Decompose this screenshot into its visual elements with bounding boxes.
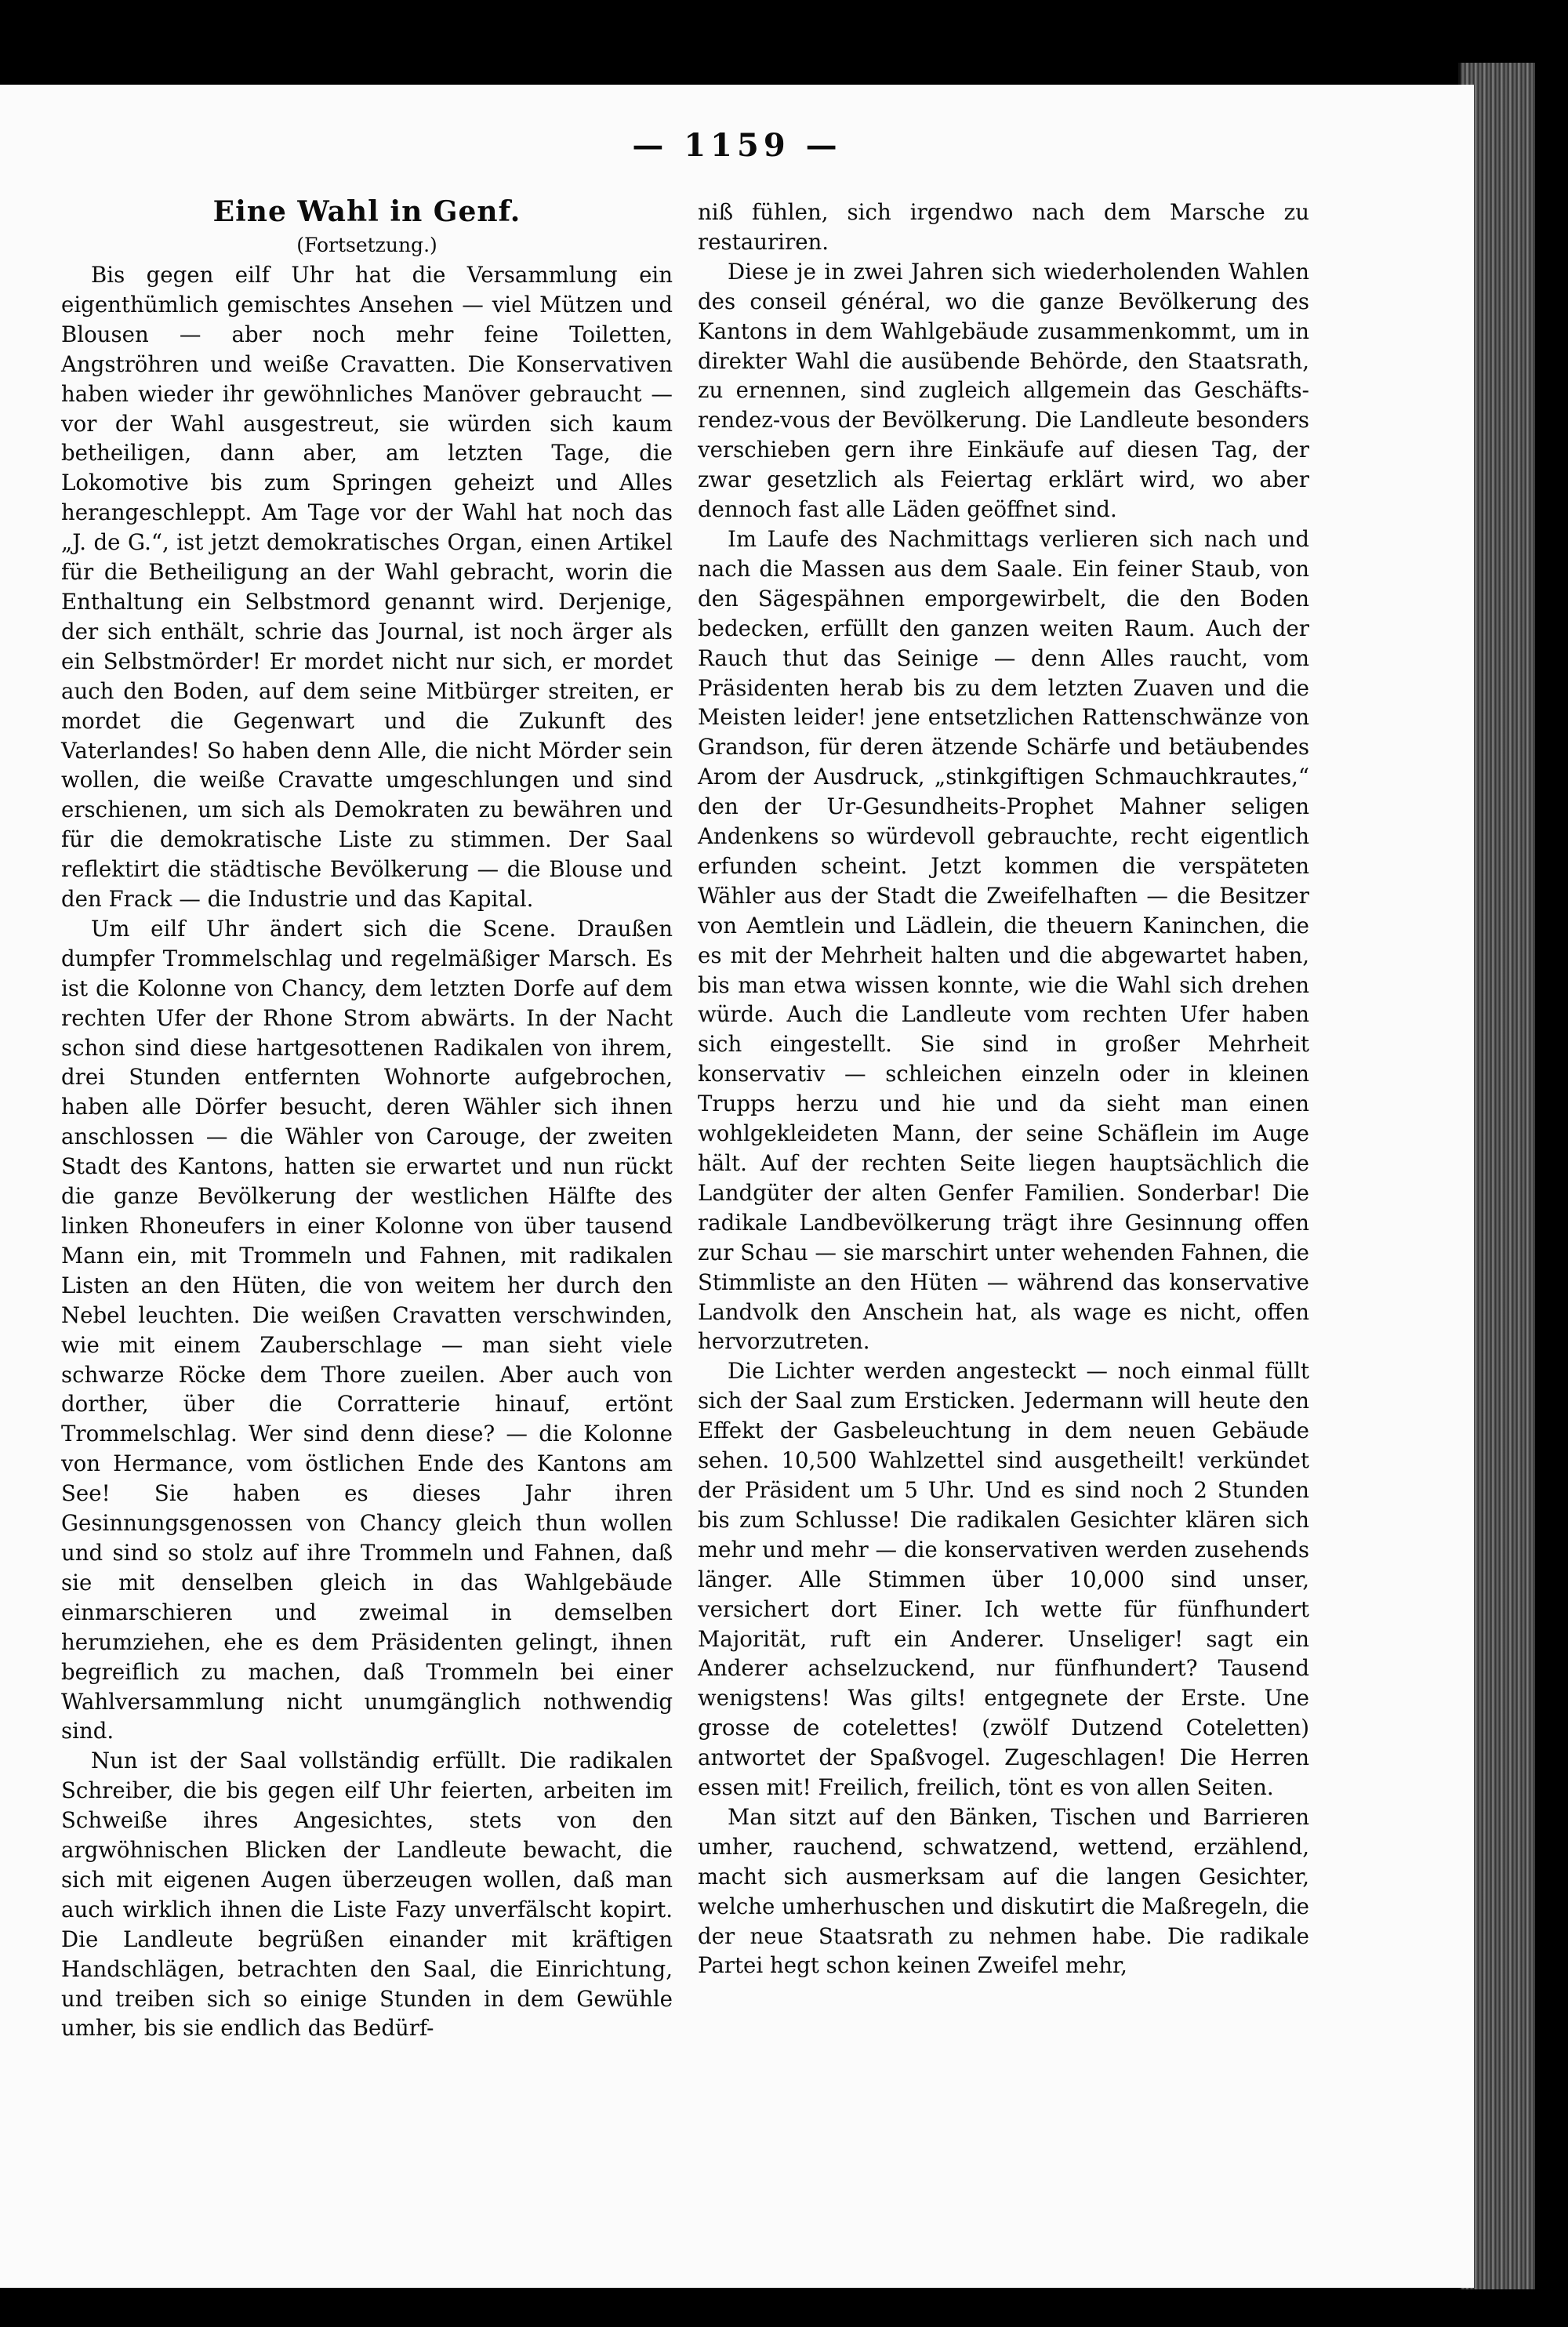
paragraph: Nun ist der Saal vollständig erfüllt. Die radikalen Schreiber, die bis gegen eilf Uhr feierten, arbeiten im Schweiße ihres Angesichtes, stets von den argwöhnischen Blicken der Landleute bewacht, die sich mit eigenen Augen überzeugen wollen, daß man auch wirklich ihnen die Liste Fazy unverfälscht kopirt. Die Landleute begrüßen einander mit kräftigen Handschlägen, betrachten den Saal, die Einrichtung, und treiben sich so einige Stunden in dem Gewühle umher, bis sie endlich das Bedürf-: [61, 1748, 673, 2042]
paragraph: Bis gegen eilf Uhr hat die Versammlung ein eigenthümlich gemischtes Ansehen — viel Mützen und Blousen — aber noch mehr feine Toiletten, Angströhren und weiße Cravatten. Die Konservativen haben wieder ihr gewöhnliches Manöver gebraucht — vor der Wahl ausgestreut, sie würden sich kaum betheiligen, dann aber, am letzten Tage, die Lokomotive bis zum Springen geheizt und Alles herangeschleppt. Am Tage vor der Wahl hat noch das „J. de G.“, ist jetzt demokratisches Organ, einen Artikel für die Betheiligung an der Wahl gebracht, worin die Enthaltung ein Selbstmord genannt wird. Derjenige, der sich enthält, schrie das Journal, ist noch ärger als ein Selbstmörder! Er mordet nicht nur sich, er mordet auch den Boden, auf dem seine Mitbürger streiten, er mordet die Gegenwart und die Zukunft des Vaterlandes! So haben denn Alle, die nicht Mörder sein wollen, die weiße Cravatte umgeschlungen und sind erschienen, um sich als Demokraten zu bewähren und für die demokratische Liste zu stimmen. Der Saal reflektirt die städtische Bevölkerung — die Blouse und den Frack — die Industrie und das Kapital.: [61, 262, 673, 913]
book-page: [0, 85, 1474, 2288]
right-column: [698, 198, 1309, 1980]
paragraph-continued: niß fühlen, sich irgendwo nach dem Marsche zu restauriren.: [698, 199, 1309, 255]
page-number: — 1159 —: [632, 127, 842, 164]
article-subtitle: (Fortsetzung.): [296, 234, 437, 256]
paragraph: Im Laufe des Nachmittags verlieren sich nach und nach die Massen aus dem Saale. Ein feiner Staub, von den Sägespähnen emporgewirbelt, die den Boden bedecken, erfüllt den ganzen weiten Raum. Auch der Rauch thut das Seinige — denn Alles raucht, vom Präsidenten herab bis zu dem letzten Zuaven und die Meisten leider! jene entsetzlichen Rattenschwänze von Grandson, für deren ätzende Schärfe und betäubendes Arom der Ausdruck, „stinkgiftigen Schmauchkrautes,“ den der Ur-Gesundheits-Prophet Mahner seligen Andenkens so würdevoll gebrauchte, recht eigentlich erfunden scheint. Jetzt kommen die verspäteten Wähler aus der Stadt die Zweifelhaften — die Besitzer von Aemtlein und Lädlein, die theuern Kaninchen, die es mit der Mehrheit halten und die abgewartet haben, bis man etwa wissen konnte, wie die Wahl sich drehen würde. Auch die Landleute vom rechten Ufer haben sich eingestellt. Sie sind in großer Mehrheit konservativ — schleichen einzeln oder in kleinen Trupps herzu und hie und da sieht man einen wohlgekleideten Mann, der seine Schäflein im Auge hält. Auf der rechten Seite liegen hauptsächlich die Landgüter der alten Genfer Familien. Sonderbar! Die radikale Landbevölkerung trägt ihre Gesinnung offen zur Schau — sie marschirt unter wehenden Fahnen, die Stimmliste an den Hüten — während das konservative Landvolk den Anschein hat, als wage es nicht, offen hervorzutreten.: [698, 525, 1309, 1355]
paragraph: Man sitzt auf den Bänken, Tischen und Barrieren umher, rauchend, schwatzend, wettend, erzählend, macht sich ausmerksam auf die langen Gesichter, welche umherhuschen und diskutirt die Maßregeln, die der neue Staatsrath zu nehmen habe. Die radikale Partei hegt schon keinen Zweifel mehr,: [698, 1803, 1309, 1979]
left-column: [61, 194, 673, 2043]
article-title: Eine Wahl in Genf.: [212, 195, 521, 228]
paragraph: Diese je in zwei Jahren sich wiederholenden Wahlen des conseil général, wo die ganze Bevölkerung des Kantons in dem Wahlgebäude zusammenkommt, um in direkter Wahl die ausübende Behörde, den Staatsrath, zu ernennen, sind zugleich allgemein das Geschäfts-rendez-vous der Bevölkerung. Die Landleute besonders verschieben gern ihre Einkäufe auf diesen Tag, der zwar gesetzlich als Feiertag erklärt wird, wo aber dennoch fast alle Läden geöffnet sind.: [698, 258, 1309, 523]
paragraph: Um eilf Uhr ändert sich die Scene. Draußen dumpfer Trommelschlag und regelmäßiger Marsch. Es ist die Kolonne von Chancy, dem letzten Dorfe auf dem rechten Ufer der Rhone Strom abwärts. In der Nacht schon sind diese hartgesottenen Radikalen von ihrem, drei Stunden entfernten Wohnorte aufgebrochen, haben alle Dörfer besucht, deren Wähler sich ihnen anschlossen — die Wähler von Carouge, der zweiten Stadt des Kantons, hatten sie erwartet und nun rückt die ganze Bevölkerung der westlichen Hälfte des linken Rhoneufers in einer Kolonne von über tausend Mann ein, mit Trommeln und Fahnen, mit radikalen Listen an den Hüten, die von weitem her durch den Nebel leuchten. Die weißen Cravatten verschwinden, wie mit einem Zauberschlage — man sieht viele schwarze Röcke dem Thore zueilen. Aber auch von dorther, über die Corratterie hinauf, ertönt Trommelschlag. Wer sind denn diese? — die Kolonne von Hermance, vom östlichen Ende des Kantons am See! Sie haben es dieses Jahr ihren Gesinnungsgenossen von Chancy gleich thun wollen und sind so stolz auf ihre Trommeln und Fahnen, daß sie mit denselben gleich in das Wahlgebäude einmarschieren und zweimal in demselben herumziehen, ehe es dem Präsidenten gelingt, ihnen begreiflich zu machen, daß Trommeln bei einer Wahlversammlung nicht unumgänglich nothwendig sind.: [61, 915, 673, 1744]
paragraph: Die Lichter werden angesteckt — noch einmal füllt sich der Saal zum Ersticken. Jedermann will heute den Effekt der Gasbeleuchtung in dem neuen Gebäude sehen. 10,500 Wahlzettel sind ausgetheilt! verkündet der Präsident um 5 Uhr. Und es sind noch 2 Stunden bis zum Schlusse! Die radikalen Gesichter klären sich mehr und mehr — die konservativen werden zusehends länger. Alle Stimmen über 10,000 sind unser, versichert dort Einer. Ich wette für fünfhundert Majorität, ruft ein Anderer. Unseliger! sagt ein Anderer achselzuckend, nur fünfhundert? Tausend wenigstens! Was gilts! entgegnete der Erste. Une grosse de cotelettes! (zwölf Dutzend Coteletten) antwortet der Spaßvogel. Zugeschlagen! Die Herren essen mit! Freilich, freilich, tönt es von allen Seiten.: [698, 1358, 1309, 1801]
